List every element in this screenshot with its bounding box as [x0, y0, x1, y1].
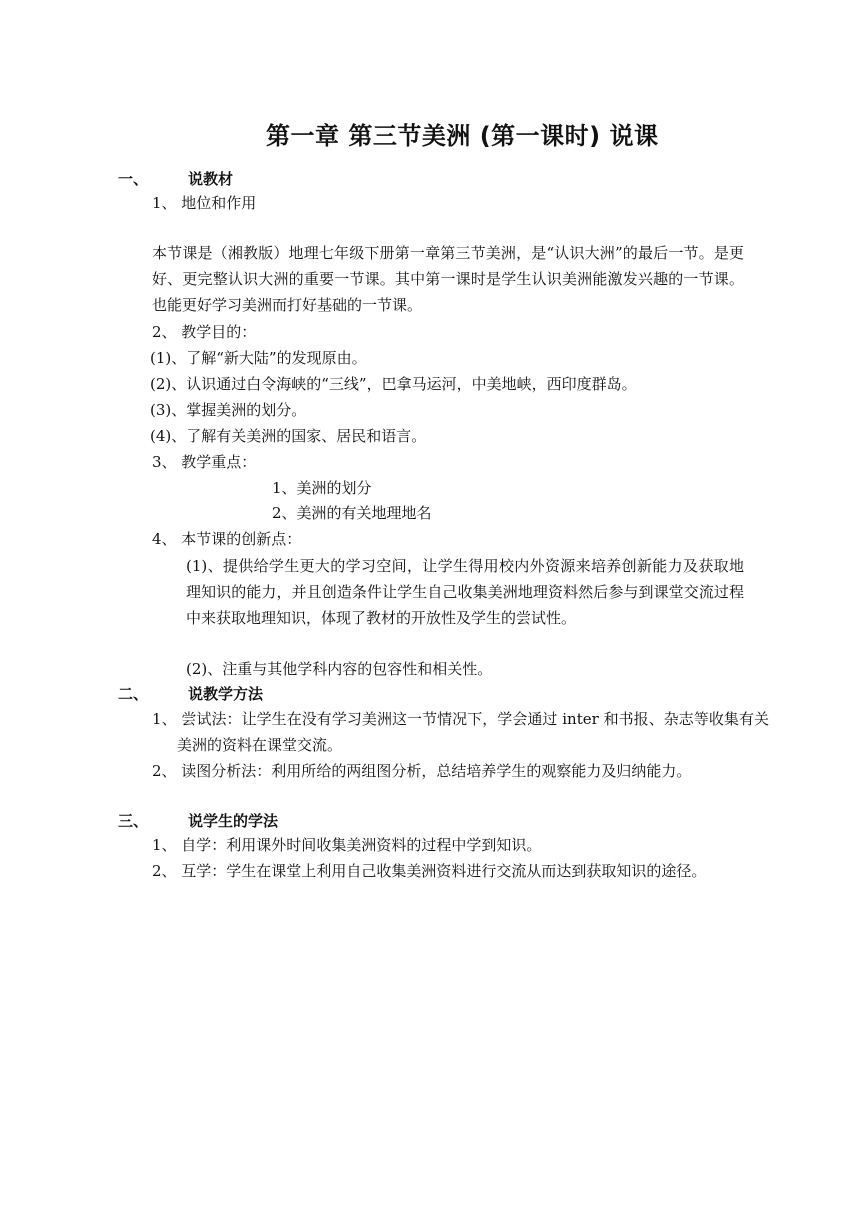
- section1-item3-label: 3、 教学重点：: [152, 453, 257, 471]
- section3-heading: 说学生的学法: [188, 812, 279, 830]
- method-item: 2、 读图分析法：利用所给的两组图分析，总结培养学生的观察能力及归纳能力。: [152, 762, 692, 780]
- goal-item: (1)、了解“新大陆”的发现原由。: [150, 349, 367, 367]
- study-method-item: 2、 互学：学生在课堂上利用自己收集美洲资料进行交流从而达到获取知识的途径。: [152, 862, 707, 880]
- study-method-item: 1、 自学：利用课外时间收集美洲资料的过程中学到知识。: [152, 836, 542, 854]
- key-point-item: 2、美洲的有关地理地名: [272, 504, 432, 522]
- goal-item: (3)、掌握美洲的划分。: [150, 401, 307, 419]
- innovation-paragraph-1: (1)、提供给学生更大的学习空间，让学生得用校内外资源来培养创新能力及获取地理知识的能力，并且创造条件让学生自己收集美洲地理资料然后参与到课堂交流过程中来获取地理知识，体现了教材的开放性及学生的尝试性。: [186, 557, 744, 627]
- key-point-item: 1、美洲的划分: [272, 479, 372, 497]
- section2-number: 二、: [118, 685, 149, 703]
- goal-item: (4)、了解有关美洲的国家、居民和语言。: [150, 427, 427, 445]
- document-title: 第一章 第三节美洲 (第一课时) 说课: [266, 122, 659, 150]
- section1-item2-label: 2、 教学目的：: [152, 323, 257, 341]
- section3-number: 三、: [118, 812, 149, 830]
- innovation-paragraph-2: (2)、注重与其他学科内容的包容性和相关性。: [186, 660, 493, 678]
- section1-item1-label: 1、 地位和作用: [152, 194, 257, 212]
- section1-number: 一、: [118, 170, 149, 188]
- section1-heading: 说教材: [188, 170, 234, 188]
- section1-item4-label: 4、 本节课的创新点：: [152, 530, 302, 548]
- goal-item: (2)、认识通过白令海峡的“三线”，巴拿马运河，中美地峡，西印度群岛。: [150, 375, 637, 393]
- section2-heading: 说教学方法: [188, 685, 264, 703]
- method-item: 1、 尝试法：让学生在没有学习美洲这一节情况下，学会通过 inter 和书报、杂志等收集有关美洲的资料在课堂交流。: [152, 710, 769, 754]
- section1-paragraph: 本节课是（湘教版）地理七年级下册第一章第三节美洲，是“认识大洲”的最后一节。是更好、更完整认识大洲的重要一节课。其中第一课时是学生认识美洲能激发兴趣的一节课。也能更好学习美洲而打好基础的一节课。: [152, 244, 744, 314]
